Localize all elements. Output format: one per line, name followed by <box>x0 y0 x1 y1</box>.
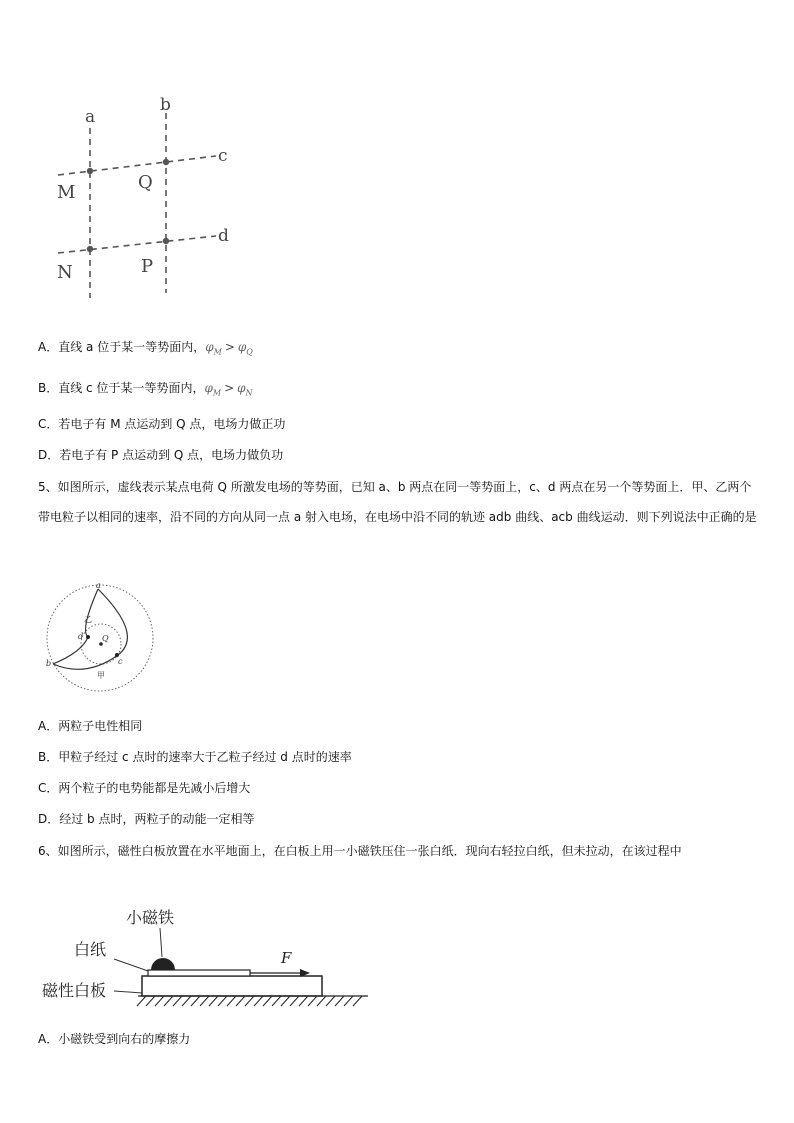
ground-hatching <box>137 996 362 1006</box>
board-label: 磁性白板 <box>42 981 107 1000</box>
trajectory-adb <box>53 589 98 664</box>
label-d: d <box>218 226 229 246</box>
hatch-stroke <box>218 996 227 1006</box>
hatch-stroke <box>263 996 272 1006</box>
label-b: b <box>46 659 52 668</box>
label-c: c <box>218 146 228 166</box>
q5-stem: 5、如图所示，虚线表示某点电荷 Q 所激发电场的等势面，已知 a、b 两点在同一等势面上，c、d 两点在另一个等势面上．甲、乙两个带电粒子以相同的速率，沿不同的方向从同一点 a 射入电场，在电场中沿不同的轨迹 adb 曲线、acb 曲线运动．则下列说法中正确的是 <box>38 480 757 524</box>
point-q <box>163 159 169 165</box>
phi-m-symbol: $\varphi_M$ <box>205 340 222 357</box>
point-m <box>87 168 93 174</box>
hatch-stroke <box>254 996 263 1006</box>
whiteboard <box>142 976 322 996</box>
magnet-pointer-line <box>160 928 162 957</box>
magnet-label: 小磁铁 <box>126 908 175 927</box>
q6-option-a: A．小磁铁受到向右的摩擦力 <box>38 1032 191 1046</box>
label-jia: 甲 <box>97 671 105 680</box>
hatch-stroke <box>326 996 335 1006</box>
equipotential-circles-figure <box>44 580 159 692</box>
equipotential-grid-figure <box>40 88 250 303</box>
hatch-stroke <box>353 996 362 1006</box>
paper-sheet <box>148 970 250 976</box>
hatch-stroke <box>299 996 308 1006</box>
greater-than-symbol: > <box>224 340 235 354</box>
q6-stem: 6、如图所示，磁性白板放置在水平地面上，在白板上用一小磁铁压住一张白纸．现向右轻拉白纸，但未拉动，在该过程中 <box>38 844 682 858</box>
label-a: a <box>85 107 96 127</box>
hatch-stroke <box>182 996 191 1006</box>
hatch-stroke <box>155 996 164 1006</box>
point-n <box>87 246 93 252</box>
hatch-stroke <box>236 996 245 1006</box>
q4-option-b <box>38 380 253 401</box>
paper-label: 白纸 <box>74 940 107 959</box>
hatch-stroke <box>209 996 218 1006</box>
hatch-stroke <box>344 996 353 1006</box>
hatch-stroke <box>308 996 317 1006</box>
q5-option-d: D．经过 b 点时，两粒子的动能一定相等 <box>38 812 255 826</box>
label-yi: 乙 <box>84 615 92 624</box>
label-n: N <box>57 262 73 283</box>
hatch-stroke <box>272 996 281 1006</box>
hatch-stroke <box>317 996 326 1006</box>
phi-n-symbol: $\varphi_N$ <box>237 381 253 398</box>
q5-option-b: B．甲粒子经过 c 点时的速率大于乙粒子经过 d 点时的速率 <box>38 750 352 764</box>
q4-option-c: C．若电子有 M 点运动到 Q 点，电场力做正功 <box>38 417 286 431</box>
label-c: c <box>118 657 123 666</box>
label-q: Q <box>102 634 109 643</box>
hatch-stroke <box>200 996 209 1006</box>
board-pointer-line <box>114 991 142 993</box>
hatch-stroke <box>227 996 236 1006</box>
label-d: d <box>78 632 84 641</box>
q4-option-b-text: B．直线 c 位于某一等势面内， <box>38 381 205 395</box>
label-p: P <box>141 256 154 277</box>
phi-q-symbol: $\varphi_Q$ <box>237 340 253 357</box>
hatch-stroke <box>281 996 290 1006</box>
hatch-stroke <box>335 996 344 1006</box>
q4-option-a-text: A．直线 a 位于某一等势面内， <box>38 340 206 354</box>
phi-m-symbol: $\varphi_M$ <box>204 381 222 398</box>
paper-pointer-line <box>114 959 148 971</box>
q5-option-c: C．两个粒子的电势能都是先减小后增大 <box>38 781 251 795</box>
point-d <box>86 635 90 639</box>
label-b: b <box>160 95 171 115</box>
q4-option-d: D．若电子有 P 点运动到 Q 点，电场力做负功 <box>38 448 284 462</box>
hatch-stroke <box>245 996 254 1006</box>
point-p <box>163 238 169 244</box>
label-a: a <box>96 581 101 590</box>
label-q: Q <box>138 172 153 193</box>
q4-option-a <box>38 339 253 360</box>
magnet <box>151 958 175 970</box>
q5-option-a: A．两粒子电性相同 <box>38 719 143 733</box>
hatch-stroke <box>137 996 146 1006</box>
label-m: M <box>57 182 76 203</box>
greater-than-symbol: > <box>224 381 235 395</box>
force-label: F <box>281 949 292 967</box>
line-c <box>58 156 216 175</box>
whiteboard-magnet-figure <box>38 903 373 1015</box>
hatch-stroke <box>290 996 299 1006</box>
hatch-stroke <box>191 996 200 1006</box>
hatch-stroke <box>164 996 173 1006</box>
hatch-stroke <box>173 996 182 1006</box>
line-d <box>58 236 216 253</box>
hatch-stroke <box>146 996 155 1006</box>
